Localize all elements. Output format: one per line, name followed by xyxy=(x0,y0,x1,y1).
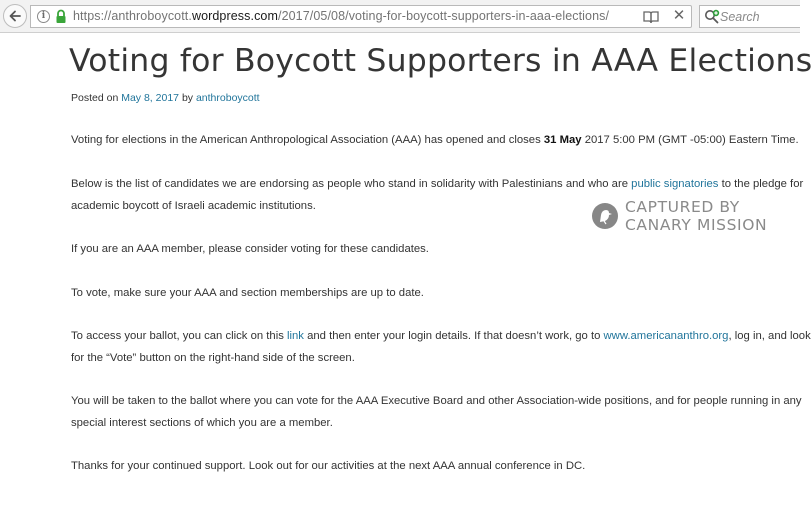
p1-text: Voting for elections in the American Anthropological Association (AAA) has opened and closes xyxy=(71,134,544,146)
americananthro-link[interactable]: www.americananthro.org xyxy=(603,330,729,342)
url-text[interactable] xyxy=(73,9,609,23)
paragraph-memberships: To vote, make sure your AAA and section memberships are up to date. xyxy=(71,287,424,299)
paragraph-thanks: Thanks for your continued support. Look out for our activities at the next AAA annual conference in DC. xyxy=(71,460,586,472)
url-host: wordpress.com xyxy=(191,9,278,23)
public-signatories-link[interactable]: public signatories xyxy=(631,178,719,190)
reader-view-icon[interactable] xyxy=(643,10,659,24)
url-bar[interactable] xyxy=(30,5,692,28)
canary-mission-watermark xyxy=(589,197,779,235)
url-prefix: https://anthroboycott. xyxy=(73,9,192,23)
ballot-link[interactable]: link xyxy=(287,330,304,342)
p2-text: Below is the list of candidates we are endorsing as people who stand in solidarity with Palestinians and who are xyxy=(71,178,632,190)
paragraph-consider-voting: If you are an AAA member, please consider voting for these candidates. xyxy=(71,243,429,255)
lock-icon[interactable] xyxy=(55,9,67,24)
p2-text-end: to the pledge for xyxy=(718,178,804,190)
p6-line1: You will be taken to the ballot where you can vote for the AAA Executive Board and other Association-wide positions, and for people running in any xyxy=(71,395,802,407)
posted-on-label: Posted on xyxy=(71,92,119,104)
canary-logo-icon xyxy=(592,203,618,229)
search-box[interactable] xyxy=(699,5,800,28)
stop-icon[interactable]: ✕ xyxy=(672,7,686,24)
info-icon[interactable]: i xyxy=(37,10,50,23)
post-title: Voting for Boycott Supporters in AAA Elections xyxy=(69,43,812,79)
by-label: by xyxy=(181,92,194,104)
p5-text-middle: and then enter your login details. If that doesn’t work, go to xyxy=(303,330,604,342)
post-date-link[interactable]: May 8, 2017 xyxy=(121,92,180,104)
paragraph-ballot-info xyxy=(71,390,802,434)
author-link[interactable]: anthroboycott xyxy=(195,92,260,104)
url-path: /2017/05/08/voting-for-boycott-supporters-in-aaa-elections/ xyxy=(278,9,610,23)
paragraph-access-ballot xyxy=(71,325,811,369)
p2-line2: academic boycott of Israeli academic institutions. xyxy=(71,200,316,212)
p5-text-end: , log in, and look xyxy=(728,330,811,342)
p6-line2: special interest sections of which you are a member. xyxy=(71,417,333,429)
search-engine-icon[interactable] xyxy=(704,9,720,25)
p5-text: To access your ballot, you can click on this xyxy=(71,330,287,342)
p5-line2: for the “Vote” button on the right-hand side of the screen. xyxy=(71,352,355,364)
search-input[interactable] xyxy=(720,8,798,25)
post-meta xyxy=(71,92,260,104)
p1-bold-date: 31 May xyxy=(543,134,582,146)
watermark-line2: CANARY MISSION xyxy=(625,216,768,234)
p1-text-end: 2017 5:00 PM (GMT -05:00) Eastern Time. xyxy=(581,134,799,146)
arrow-left-icon xyxy=(8,9,22,23)
back-button[interactable] xyxy=(3,4,27,28)
paragraph-voting-dates xyxy=(71,129,799,151)
browser-toolbar xyxy=(0,0,800,33)
watermark-line1: CAPTURED BY xyxy=(625,198,740,216)
